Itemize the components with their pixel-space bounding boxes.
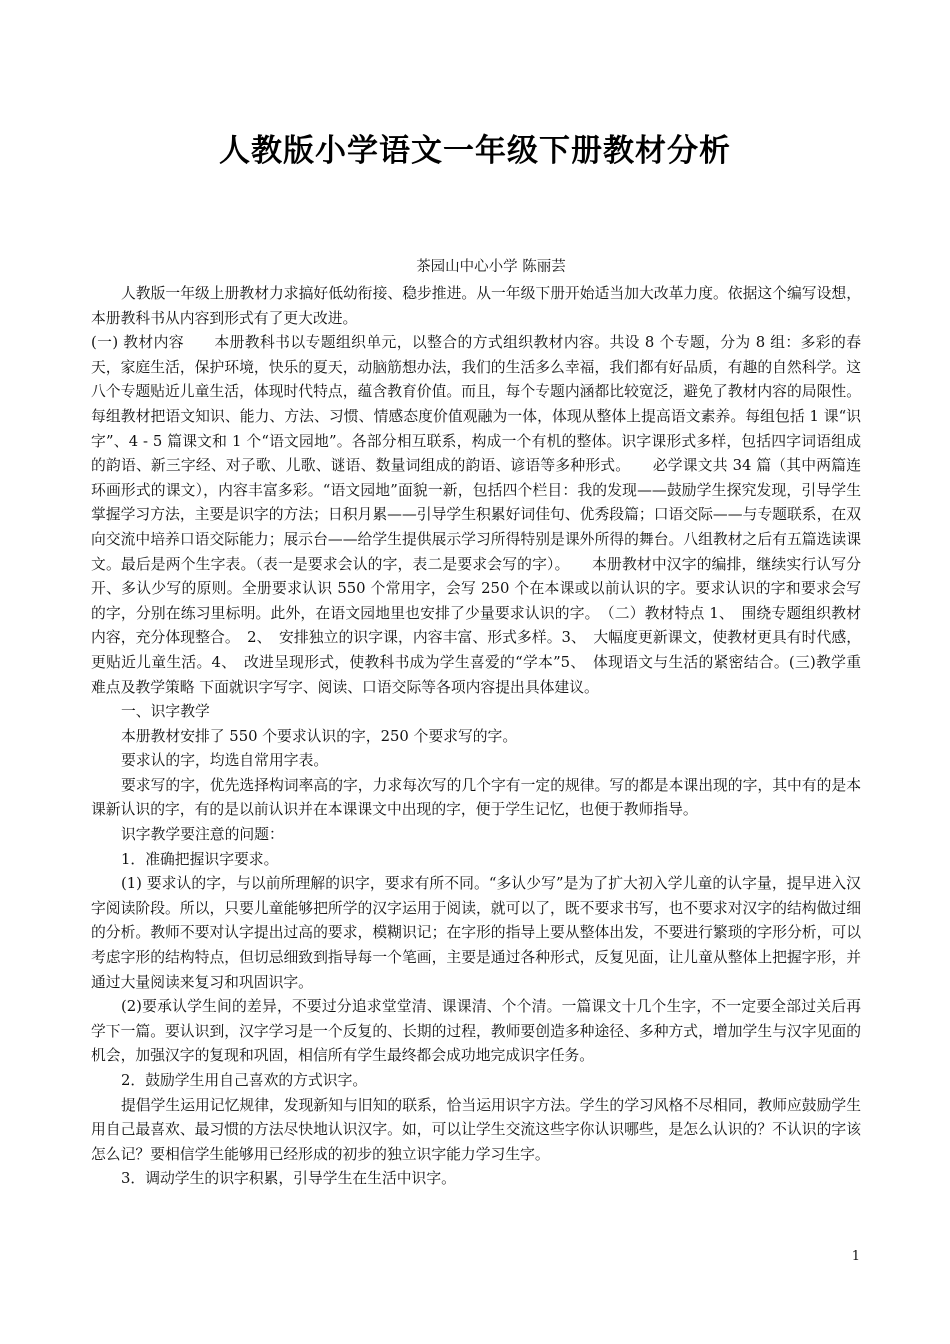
- page-number: 1: [851, 1249, 860, 1264]
- document-body: [91, 282, 861, 1192]
- list-heading: 1．准确把握识字要求。: [121, 850, 279, 868]
- paragraph: 本册教材安排了 550 个要求认识的字，250 个要求写的字。: [121, 727, 518, 745]
- paragraph: 提倡学生运用记忆规律，发现新知与旧知的联系，恰当运用识字方法。学生的学习风格不尽相同，教师应鼓励学生用自己最喜欢、最习惯的方法尽快地认识汉字。如，可以让学生交流这些字你认识哪些，是怎么认识的？不认识的字该怎么记？要相信学生能够用已经形成的初步的独立识字能力学习生字。: [91, 1096, 861, 1163]
- paragraph: (1) 要求认的字，与以前所理解的识字，要求有所不同。“多认少写”是为了扩大初入学儿童的认字量，提早进入汉字阅读阶段。所以，只要儿童能够把所学的汉字运用于阅读，就可以了，既不要求书写，也不要求对汉字的结构做过细的分析。教师不要对认字提出过高的要求，模糊识记；在字形的指导上要从整体出发，不要进行繁琐的字形分析，可以考虑字形的结构特点，但切忌细致到指导每一个笔画，主要是通过各种形式，反复见面，让儿童从整体上把握字形，并通过大量阅读来复习和巩固识字。: [91, 875, 861, 991]
- section-heading-literacy: 一、识字教学: [121, 703, 210, 721]
- paragraph-content: (一) 教材内容 本册教科书以专题组织单元，以整合的方式组织教材内容。共设 8 个专题，分为 8 组：多彩的春天，家庭生活，保护环境，快乐的夏天，动脑筋想办法，我们的生活多么幸福，我们都有好品质，有趣的自然科学。这八个专题贴近儿童生活，体现时代特点，蕴含教育价值。而且，每个专题内涵都比较宽泛，避免了教材内容的局限性。每组教材把语文知识、能力、方法、习惯、情感态度价值观融为一体，体现从整体上提高语文素养。每组包括 1 课“识字”、4 - 5 篇课文和 1 个“语文园地”。各部分相互联系，构成一个有机的整体。识字课形式多样，包括四字词语组成的韵语、新三字经、对子歌、儿歌、谜语、数量词组成的韵语、谚语等多种形式。 必学课文共 34 篇（其中两篇连环画形式的课文），内容丰富多彩。“语文园地”面貌一新，包括四个栏目：我的发现——鼓励学生探究发现，引导学生掌握学习方法，主要是识字的方法；日积月累——引导学生积累好词佳句、优秀段篇；口语交际——与专题联系，在双向交流中培养口语交际能力；展示台——给学生提供展示学习所得特别是课外所得的舞台。八组教材之后有五篇选读课文。最后是两个生字表。（表一是要求会认的字，表二是要求会写的字）。 本册教材中汉字的编排，继续实行认写分开、多认少写的原则。全册要求认识 550 个常用字，会写 250 个在本课或以前认识的字。要求认识的字和要求会写的字，分别在练习里标明。此外，在语文园地里也安排了少量要求认识的字。 （二）教材特点 1、 围绕专题组织教材内容，充分体现整合。 2、 安排独立的识字课，内容丰富、形式多样。3、 大幅度更新课文，使教材更具有时代感，更贴近儿童生活。4、 改进呈现形式，使教科书成为学生喜爱的“学本”5、 体现语文与生活的紧密结合。(三)教学重难点及教学策略 下面就识字写字、阅读、口语交际等各项内容提出具体建议。: [91, 334, 861, 696]
- paragraph: 要求写的字，优先选择构词率高的字，力求每次写的几个字有一定的规律。写的都是本课出现的字，其中有的是本课新认识的字，有的是以前认识并在本课课文中出现的字，便于学生记忆，也便于教师指导。: [91, 776, 861, 819]
- list-heading: 3．调动学生的识字积累，引导学生在生活中识字。: [121, 1170, 456, 1188]
- list-heading: 2．鼓励学生用自己喜欢的方式识字。: [121, 1072, 368, 1089]
- paragraph: 识字教学要注意的问题：: [121, 826, 284, 844]
- author-line: 茶园山中心小学 陈丽芸: [416, 259, 566, 275]
- paragraph: 要求认的字，均选自常用字表。: [121, 752, 329, 770]
- paragraph: (2)要承认学生间的差异，不要过分追求堂堂清、课课清、个个清。一篇课文十几个生字，不一定要全部过关后再学下一篇。要认识到，汉字学习是一个反复的、长期的过程，教师要创造多种途径、多种方式，增加学生与汉字见面的机会，加强汉字的复现和巩固，相信所有学生最终都会成功地完成识字任务。: [91, 998, 861, 1065]
- paragraph-intro: 人教版一年级上册教材力求搞好低幼衔接、稳步推进。从一年级下册开始适当加大改革力度。依据这个编写设想，本册教科书从内容到形式有了更大改进。: [91, 285, 861, 327]
- document-title: 人教版小学语文一年级下册教材分析: [219, 133, 731, 169]
